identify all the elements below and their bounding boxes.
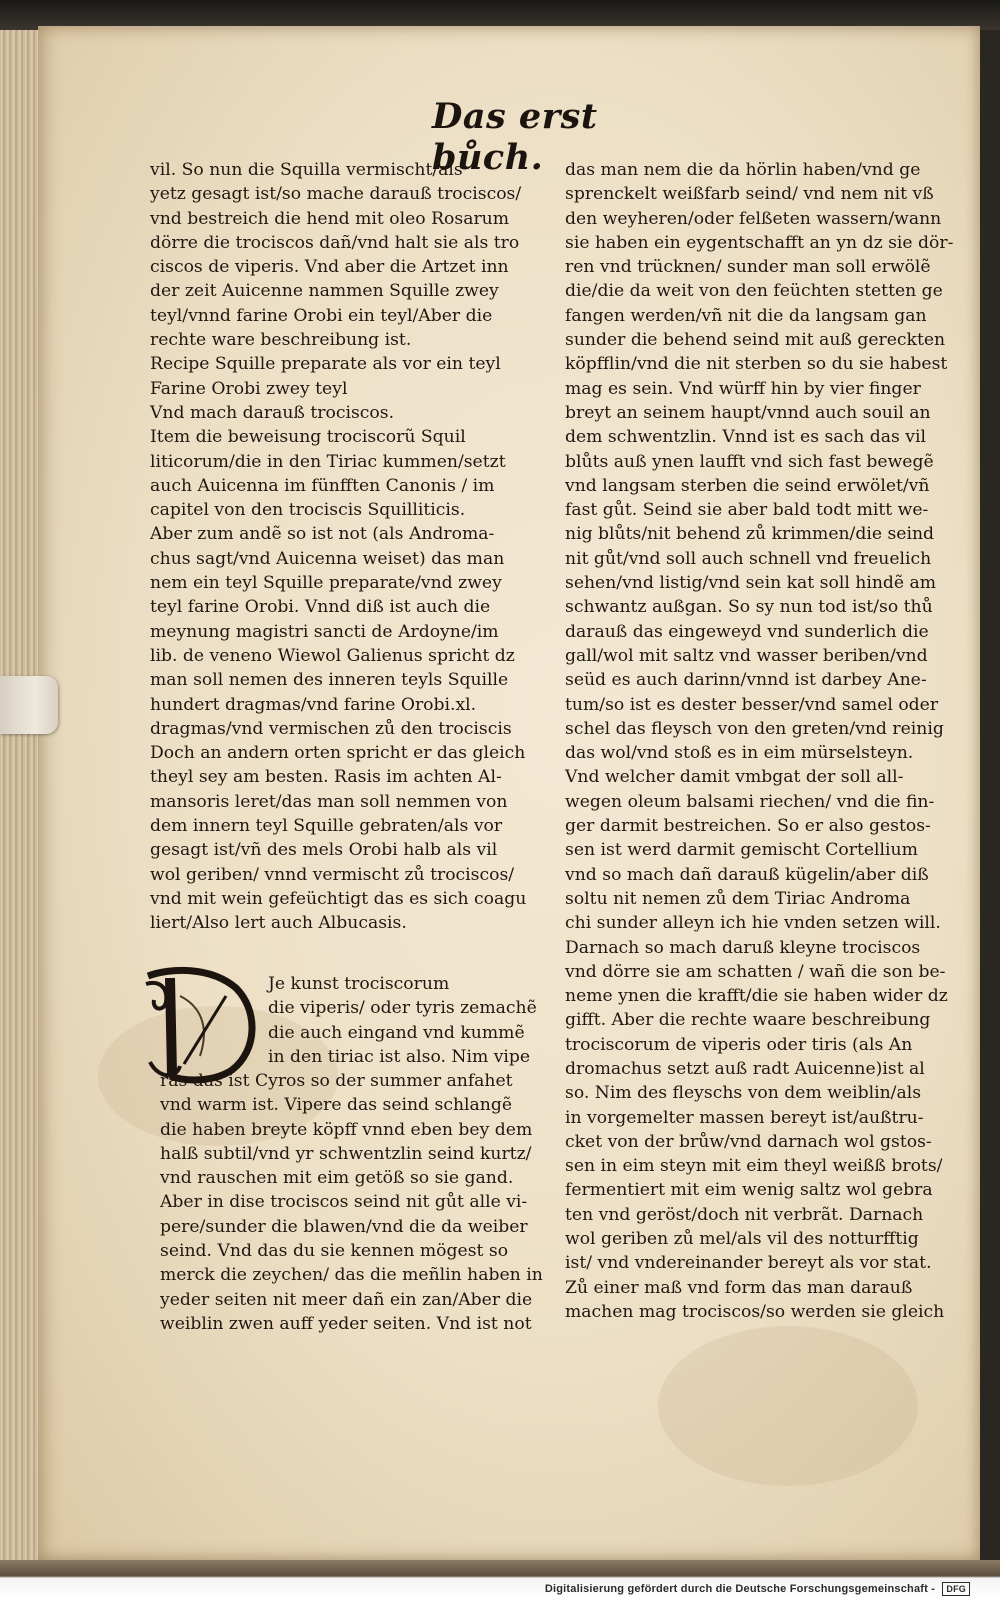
- text-line: sen in eim steyn mit eim theyl weißß brots/: [565, 1156, 943, 1177]
- text-line: rechte ware beschreibung ist.: [150, 330, 412, 351]
- text-line: Doch an andern orten spricht er das gleich: [150, 743, 526, 764]
- text-line: die auch eingand vnd kummẽ: [268, 1022, 525, 1043]
- initial-d-icon: [140, 966, 260, 1084]
- text-line: dem innern teyl Squille gebraten/als vor: [150, 816, 503, 837]
- text-line: machen mag trociscos/so werden sie gleich: [565, 1301, 945, 1322]
- dfg-logo-icon: DFG: [942, 1582, 970, 1596]
- text-line: fangen werden/vñ nit die da langsam gan: [565, 305, 927, 326]
- text-line: liticorum/die in den Tiriac kummen/setzt: [150, 451, 506, 472]
- text-line: Darnach so mach daruß kleyne trociscos: [565, 937, 921, 958]
- text-line: darauß das eingeweyd vnd sunderlich die: [565, 621, 929, 642]
- decorated-initial-letter: [140, 966, 260, 1084]
- text-line: dem schwentzlin. Vnnd ist es sach das vil: [565, 427, 926, 448]
- text-line: halß subtil/vnd yr schwentzlin seind kurtz/: [160, 1143, 532, 1164]
- text-line: ist/ vnd vndereinander bereyt als vor stat.: [565, 1253, 932, 1274]
- text-line: das man nem die da hörlin haben/vnd ge: [565, 160, 921, 180]
- text-line: vnd mit wein gefeüchtigt das es sich coagu: [150, 888, 527, 909]
- left-text-lower: [160, 1069, 543, 1336]
- page-heading: Das erst bůch.: [432, 96, 598, 178]
- text-line: Je kunst trociscorum: [268, 974, 450, 994]
- text-line: weiblin zwen auff yeder seiten. Vnd ist not: [160, 1313, 532, 1334]
- text-line: chus sagt/vnd Auicenna weiset) das man: [150, 548, 505, 569]
- text-line: den weyheren/oder felßeten wassern/wann: [565, 208, 942, 229]
- text-line: vnd bestreich die hend mit oleo Rosarum: [150, 208, 510, 229]
- text-line: dragmas/vnd vermischen zů den trociscis: [150, 718, 512, 739]
- left-text-beside-initial: [268, 972, 537, 1069]
- text-line: man soll nemen des inneren teyls Squille: [150, 670, 509, 691]
- text-line: gesagt ist/vñ des mels Orobi halb als vil: [150, 840, 498, 861]
- text-line: sehen/vnd listig/vnd sein kat soll hindẽ am: [565, 573, 937, 594]
- text-line: neme ynen die krafft/die sie haben wider dz: [565, 986, 948, 1007]
- text-line: capitel von den trociscis Squilliticis.: [150, 500, 466, 521]
- text-line: liert/Also lert auch Albucasis.: [150, 913, 407, 934]
- left-text-column: [150, 158, 550, 936]
- text-line: in vorgemelter massen bereyt ist/außtru-: [565, 1107, 924, 1128]
- text-line: teyl farine Orobi. Vnnd diß ist auch die: [150, 597, 491, 618]
- text-line: cket von der brůw/vnd darnach wol gstos-: [565, 1131, 932, 1152]
- text-line: der zeit Auicenne nammen Squille zwey: [150, 281, 499, 302]
- text-line: Vnd welcher damit vmbgat der soll all-: [565, 767, 904, 788]
- text-line: chi sunder alleyn ich hie vnden setzen will.: [565, 913, 941, 934]
- text-line: sunder die behend seind mit auß gereckten: [565, 330, 946, 351]
- text-line: in den tiriac ist also. Nim vipe: [268, 1046, 531, 1067]
- text-line: fermentiert mit eim wenig saltz wol gebra: [565, 1180, 933, 1201]
- text-line: vnd rauschen mit eim getöß so sie gand.: [160, 1168, 514, 1189]
- text-line: fast gůt. Seind sie aber bald todt mitt we-: [565, 500, 929, 521]
- text-line: tum/so ist es dester besser/vnd samel oder: [565, 694, 939, 715]
- text-line: Farine Orobi zwey teyl: [150, 378, 348, 399]
- text-line: pere/sunder die blawen/vnd die da weiber: [160, 1216, 528, 1237]
- text-line: die/die da weit von den feüchten stetten ge: [565, 281, 943, 302]
- text-line: dromachus setzt auß radt Auicenne)ist al: [565, 1058, 925, 1079]
- text-line: schel das fleysch von den greten/vnd reinig: [565, 718, 944, 739]
- text-line: wegen oleum balsami riechen/ vnd die fin-: [565, 791, 935, 812]
- text-line: teyl/vnnd farine Orobi ein teyl/Aber die: [150, 305, 493, 326]
- text-line: dörre die trociscos dañ/vnd halt sie als tro: [150, 232, 520, 253]
- text-line: seind. Vnd das du sie kennen mögest so: [160, 1241, 509, 1262]
- text-line: so. Nim des fleyschs von dem weiblin/als: [565, 1083, 922, 1104]
- text-line: gall/wol mit saltz vnd wasser beriben/vnd: [565, 645, 928, 666]
- text-line: blůts auß ynen laufft vnd sich fast bewegẽ: [565, 451, 934, 472]
- text-line: trociscorum de viperis oder tiris (als An: [565, 1034, 913, 1055]
- text-line: theyl sey am besten. Rasis im achten Al-: [150, 767, 502, 788]
- text-line: yetz gesagt ist/so mache darauß trociscos/: [150, 184, 522, 205]
- text-line: wol geriben/ vnnd vermischt zů trociscos/: [150, 864, 515, 885]
- text-line: die haben breyte köpff vnnd eben bey dem: [160, 1119, 533, 1140]
- text-line: seüd es auch darinn/vnnd ist darbey Ane-: [565, 670, 927, 691]
- digitization-footer: [545, 1582, 970, 1596]
- text-line: nit gůt/vnd soll auch schnell vnd freuelich: [565, 548, 932, 569]
- text-line: ciscos de viperis. Vnd aber die Artzet inn: [150, 257, 509, 278]
- text-line: mansoris leret/das man soll nemmen von: [150, 791, 508, 812]
- text-line: nem ein teyl Squille preparate/vnd zwey: [150, 573, 502, 594]
- text-line: hundert dragmas/vnd farine Orobi.xl.: [150, 694, 477, 715]
- text-line: sen ist werd darmit gemischt Cortellium: [565, 840, 918, 861]
- text-line: gifft. Aber die rechte waare beschreibung: [565, 1010, 931, 1031]
- text-line: ten vnd geröst/doch nit verbrãt. Darnach: [565, 1204, 924, 1225]
- text-line: Vnd mach darauß trociscos.: [150, 402, 395, 423]
- text-line: vnd so mach dañ darauß kügelin/aber diß: [565, 864, 929, 885]
- footer-text: Digitalisierung gefördert durch die Deutsche Forschungsgemeinschaft -: [544, 1583, 936, 1595]
- text-line: Aber in dise trociscos seind nit gůt alle vi-: [160, 1192, 528, 1213]
- text-line: sie haben ein eygentschafft an yn dz sie dör-: [565, 232, 954, 253]
- text-line: breyt an seinem haupt/vnnd auch souil an: [565, 402, 931, 423]
- text-line: köpfflin/vnd die nit sterben so du sie habest: [565, 354, 948, 375]
- text-line: die viperis/ oder tyris zemachẽ: [268, 998, 537, 1019]
- text-line: ger darmit bestreichen. So er also gestos-: [565, 816, 931, 837]
- text-line: ren vnd trücknen/ sunder man soll erwölẽ: [565, 257, 931, 278]
- text-line: vnd langsam sterben die seind erwölet/vñ: [565, 475, 930, 496]
- text-line: nig blůts/nit behend zů krimmen/die seind: [565, 524, 935, 545]
- text-line: soltu nit nemen zů dem Tiriac Androma: [565, 888, 911, 909]
- right-text-column: [565, 158, 954, 1324]
- text-line: merck die zeychen/ das die meñlin haben in: [160, 1265, 543, 1286]
- bookmark-clip: [0, 676, 58, 734]
- text-line: sprenckelt weißfarb seind/ vnd nem nit vß: [565, 184, 934, 205]
- book-page-edges: [0, 30, 40, 1560]
- text-line: auch Auicenna im fünfften Canonis / im: [150, 475, 495, 496]
- text-line: lib. de veneno Wiewol Galienus spricht dz: [150, 645, 515, 666]
- text-line: Aber zum andẽ so ist not (als Androma-: [150, 524, 495, 545]
- text-line: Recipe Squille preparate als vor ein teyl: [150, 354, 501, 375]
- text-line: yeder seiten nit meer dañ ein zan/Aber die: [160, 1289, 533, 1310]
- text-line: mag es sein. Vnd würff hin by vier finger: [565, 378, 921, 399]
- text-line: Zů einer maß vnd form das man darauß: [565, 1277, 913, 1298]
- text-line: meynung magistri sancti de Ardoyne/im: [150, 621, 499, 642]
- paper-stain: [658, 1326, 918, 1486]
- text-line: vil. So nun die Squilla vermischt/als: [150, 160, 463, 180]
- text-line: wol geriben zů mel/als vil des notturfftig: [565, 1229, 919, 1250]
- text-line: Item die beweisung trociscorũ Squil: [150, 427, 466, 448]
- text-line: schwantz außgan. So sy nun tod ist/so thů: [565, 597, 933, 618]
- text-line: ras das ist Cyros so der summer anfahet: [160, 1071, 513, 1091]
- text-line: vnd warm ist. Vipere das seind schlangẽ: [160, 1095, 513, 1116]
- text-line: das wol/vnd stoß es in eim mürselsteyn.: [565, 743, 914, 764]
- text-line: vnd dörre sie am schatten / wañ die son be-: [565, 961, 946, 982]
